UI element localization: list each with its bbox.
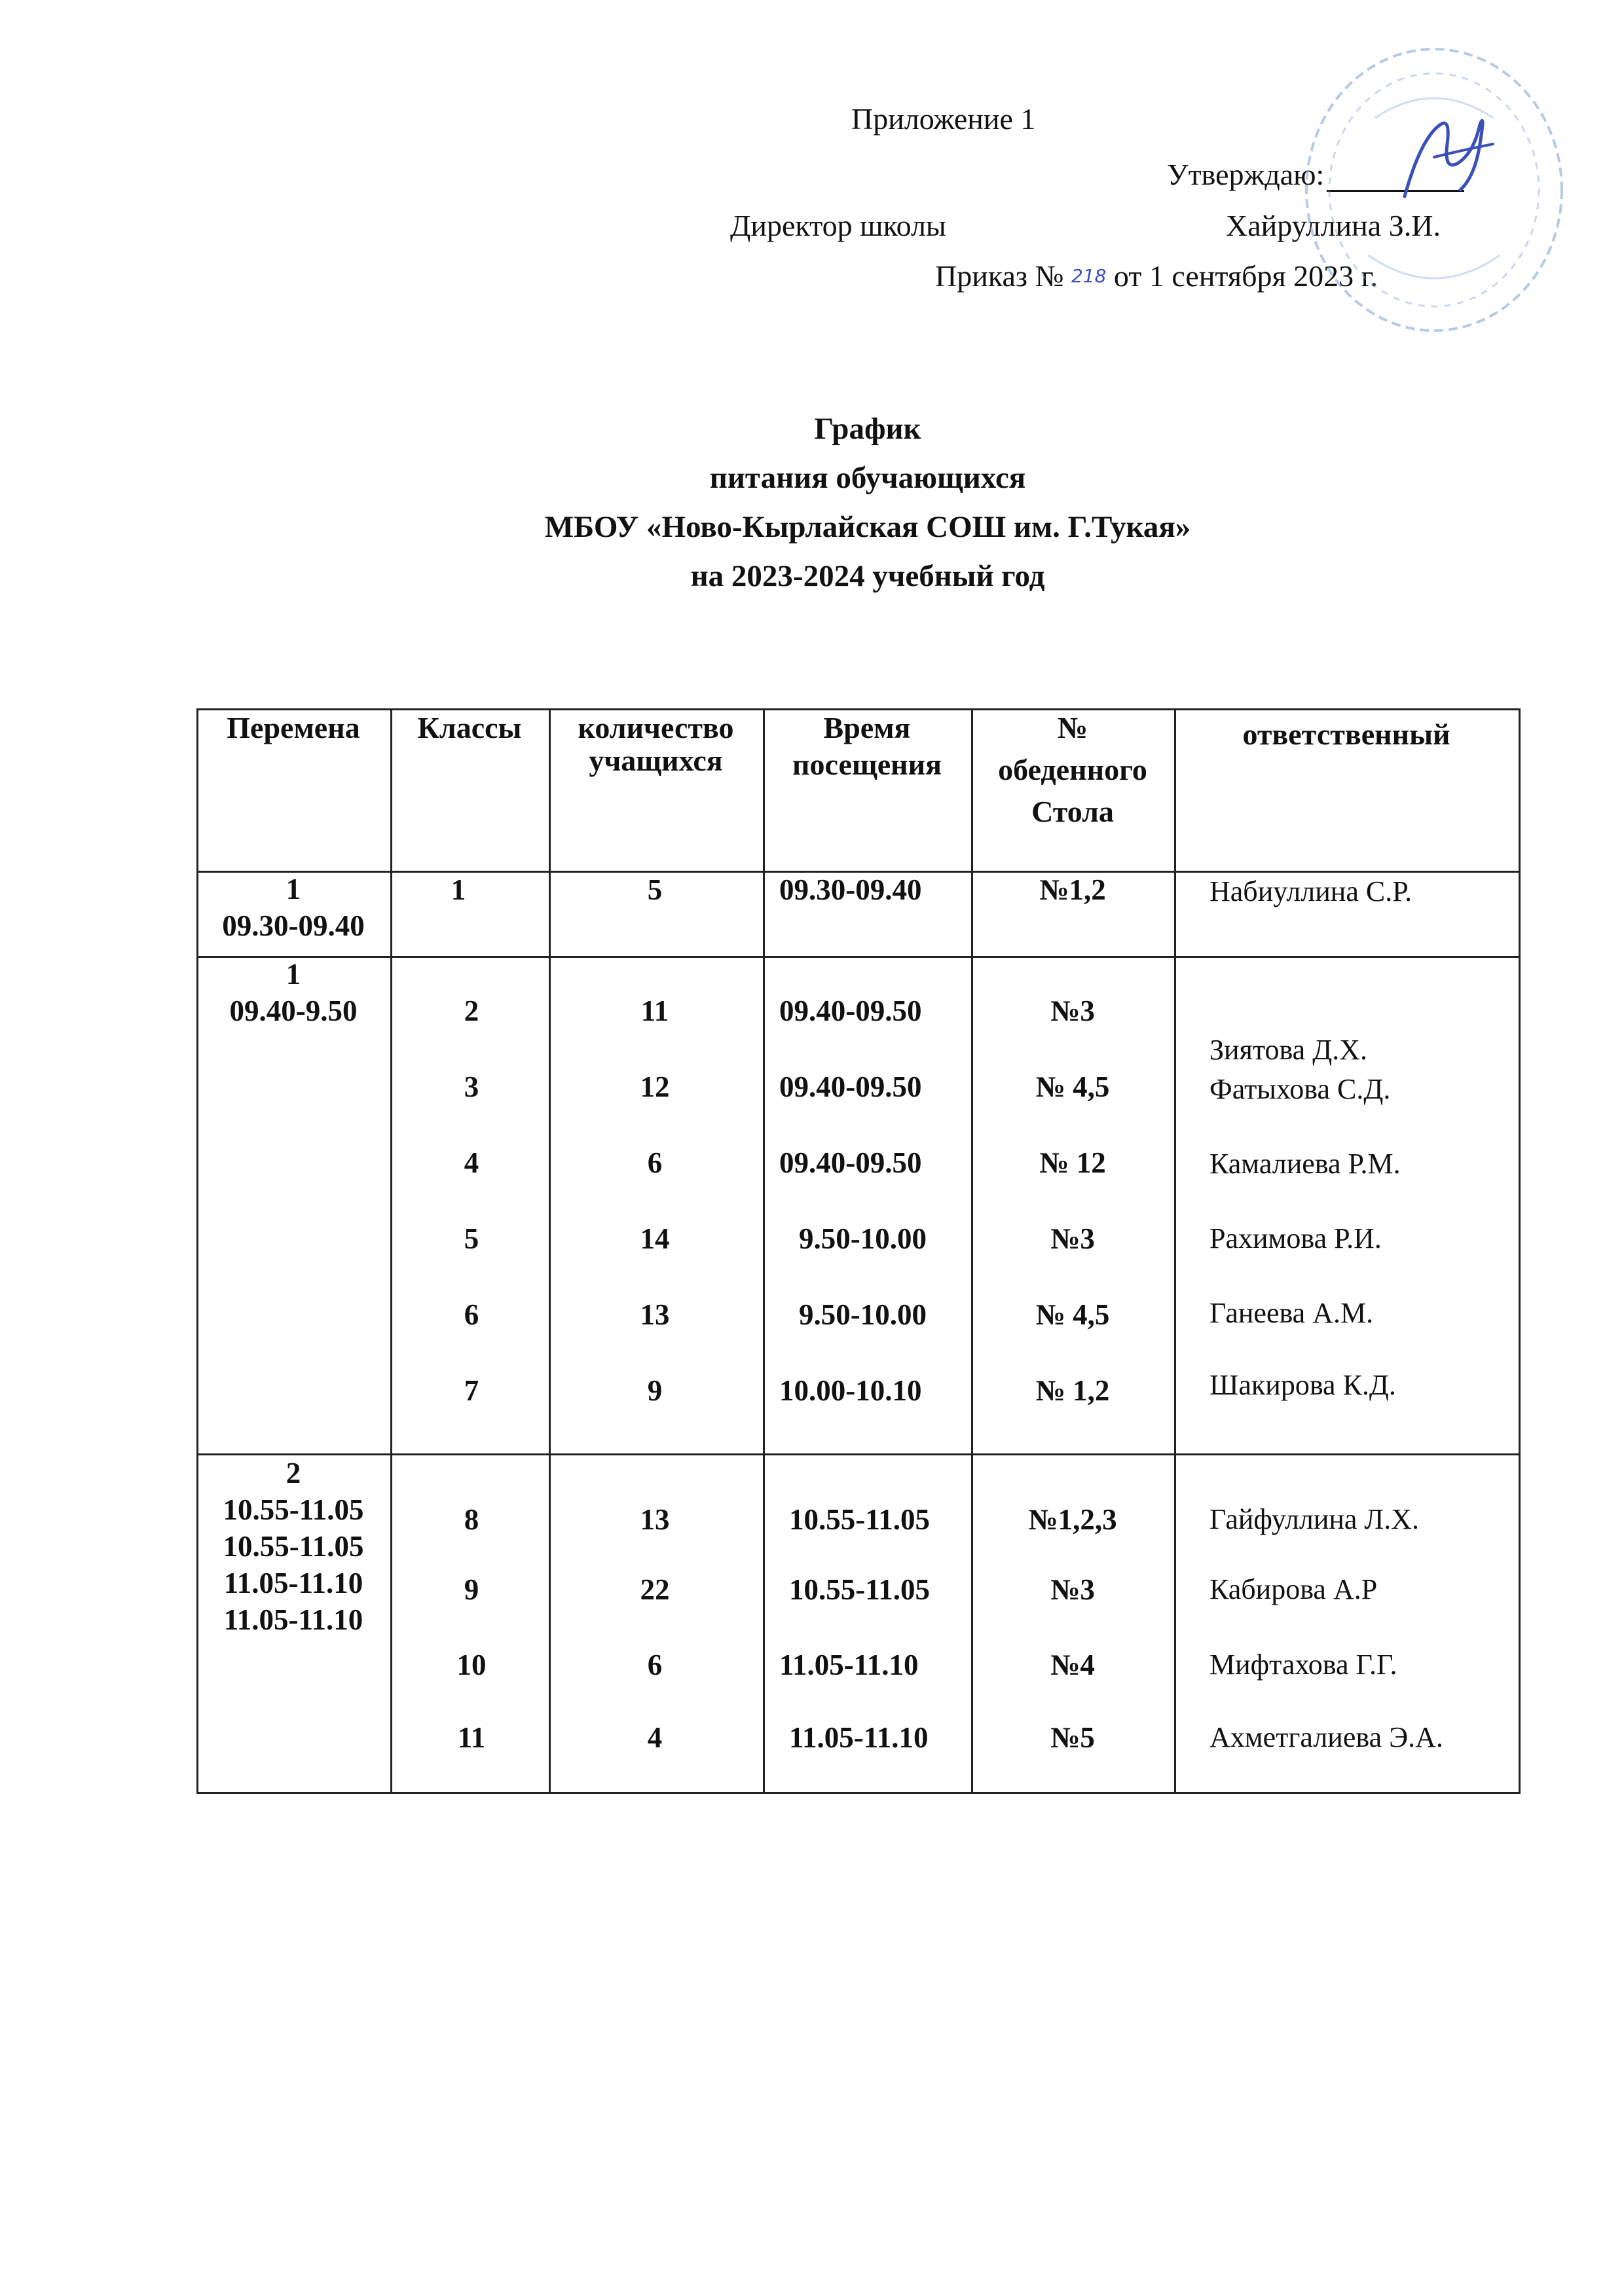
count-cell: 9 [647,1374,663,1407]
col-line [1174,708,1176,1794]
time-cell: 9.50-10.00 [799,1222,927,1255]
break-cell [196,956,390,1029]
header-count [549,707,763,782]
responsible-cell: Камалиева Р.М. [1209,1148,1401,1180]
table-no-cell: № 1,2 [1035,1374,1110,1407]
time-cell: 9.50-10.00 [799,1298,927,1331]
time-cell: 10.55-11.05 [789,1573,931,1606]
doc-title: График [814,412,921,446]
time-cell: 09.40-09.50 [779,994,922,1027]
class-cell: 7 [464,1374,479,1407]
order-number: 218 [1071,265,1107,287]
responsible-cell: Зиятова Д.Х. [1209,1034,1367,1066]
header-table-line: обеденного [998,753,1147,786]
break-time: 10.55-11.05 [223,1493,364,1526]
header-table-line: № [1057,711,1088,744]
table-no-cell: № 4,5 [1035,1070,1110,1103]
responsible-cell: Ахметгалиева Э.А. [1209,1721,1443,1753]
count-cell: 22 [640,1573,670,1606]
header-break: Перемена [227,711,360,744]
count-cell: 6 [647,1146,663,1179]
director-signature [1395,98,1506,210]
break-cell [196,871,390,944]
count-cell: 13 [640,1298,670,1331]
table-no-cell: № 12 [1039,1146,1106,1179]
break-time: 11.05-11.10 [223,1567,363,1599]
time-cell: 10.55-11.05 [789,1503,931,1536]
time-cell: 09.40-09.50 [779,1146,922,1179]
class-cell: 3 [464,1070,479,1103]
class-cell: 5 [464,1222,479,1255]
col-line [390,708,392,1794]
count-cell: 4 [647,1721,663,1754]
header-table-line: Стола [1031,795,1114,828]
time-cell: 09.30-09.40 [779,873,922,906]
class-cell: 1 [451,873,466,906]
break-number: 1 [286,873,301,905]
col-line [549,708,551,1794]
break-cell [196,1455,390,1638]
director-position: Директор школы [730,209,946,242]
appendix-label: Приложение 1 [851,102,1036,136]
order-date: от 1 сентября 2023 г. [1113,259,1378,293]
header-count-line: учащихся [589,744,723,777]
school-name: МБОУ «Ново-Кырлайская СОШ им. Г.Тукая» [544,510,1191,544]
table-border-bottom [196,1792,1521,1794]
time-cell: 11.05-11.10 [779,1649,919,1681]
class-cell: 11 [457,1721,486,1754]
count-cell: 6 [647,1649,663,1681]
break-time: 09.40-9.50 [229,994,358,1027]
break-time: 09.30-09.40 [222,909,365,942]
responsible-cell: Набиуллина С.Р. [1209,875,1412,907]
group-divider [196,956,1521,958]
time-cell: 09.40-09.50 [779,1070,922,1103]
order-prefix: Приказ № [935,259,1064,293]
class-cell: 8 [464,1503,479,1536]
break-time: 10.55-11.05 [223,1530,364,1563]
break-number: 2 [286,1457,301,1489]
responsible-cell: Шакирова К.Д. [1209,1369,1396,1401]
time-cell: 11.05-11.10 [789,1721,929,1754]
header-responsible: ответственный [1242,718,1450,751]
header-time-line: посещения [792,748,942,781]
group-divider [196,1453,1521,1455]
header-time [763,707,971,786]
break-time: 11.05-11.10 [223,1603,363,1636]
break-number: 1 [286,958,301,991]
table-no-cell: №1,2,3 [1028,1503,1117,1536]
responsible-cell: Мифтахова Г.Г. [1209,1649,1397,1681]
count-cell: 14 [640,1222,670,1255]
table-no-cell: №5 [1050,1721,1095,1754]
count-cell: 13 [640,1503,670,1536]
class-cell: 6 [464,1298,479,1331]
responsible-cell: Фатыхова С.Д. [1209,1073,1391,1105]
table-no-cell: №3 [1050,1573,1095,1606]
table-no-cell: № 4,5 [1035,1298,1110,1331]
count-cell: 11 [640,994,669,1027]
count-cell: 5 [647,873,663,906]
header-table-no [971,707,1174,833]
class-cell: 4 [464,1146,479,1179]
time-cell: 10.00-10.10 [779,1374,922,1407]
table-no-cell: №3 [1050,1222,1095,1255]
director-name: Хайруллина З.И. [1226,209,1441,242]
responsible-cell: Гайфуллина Л.Х. [1209,1503,1420,1535]
table-no-cell: №4 [1050,1649,1095,1681]
class-cell: 10 [456,1649,487,1681]
approve-label: Утверждаю: [1167,158,1325,191]
responsible-cell: Рахимова Р.И. [1209,1222,1382,1254]
doc-subtitle: питания обучающихся [709,461,1026,495]
responsible-cell: Ганеева А.М. [1209,1297,1374,1329]
class-cell: 9 [464,1573,479,1606]
header-classes: Классы [417,711,522,744]
count-cell: 12 [640,1070,670,1103]
col-line [763,708,765,1794]
school-year: на 2023-2024 учебный год [690,559,1045,593]
header-count-line: количество [578,711,734,744]
table-no-cell: №3 [1050,994,1095,1027]
table-no-cell: №1,2 [1039,873,1106,906]
header-time-line: Время [823,711,911,744]
class-cell: 2 [464,994,479,1027]
responsible-cell: Кабирова А.Р [1209,1573,1378,1605]
col-line [1519,708,1521,1794]
